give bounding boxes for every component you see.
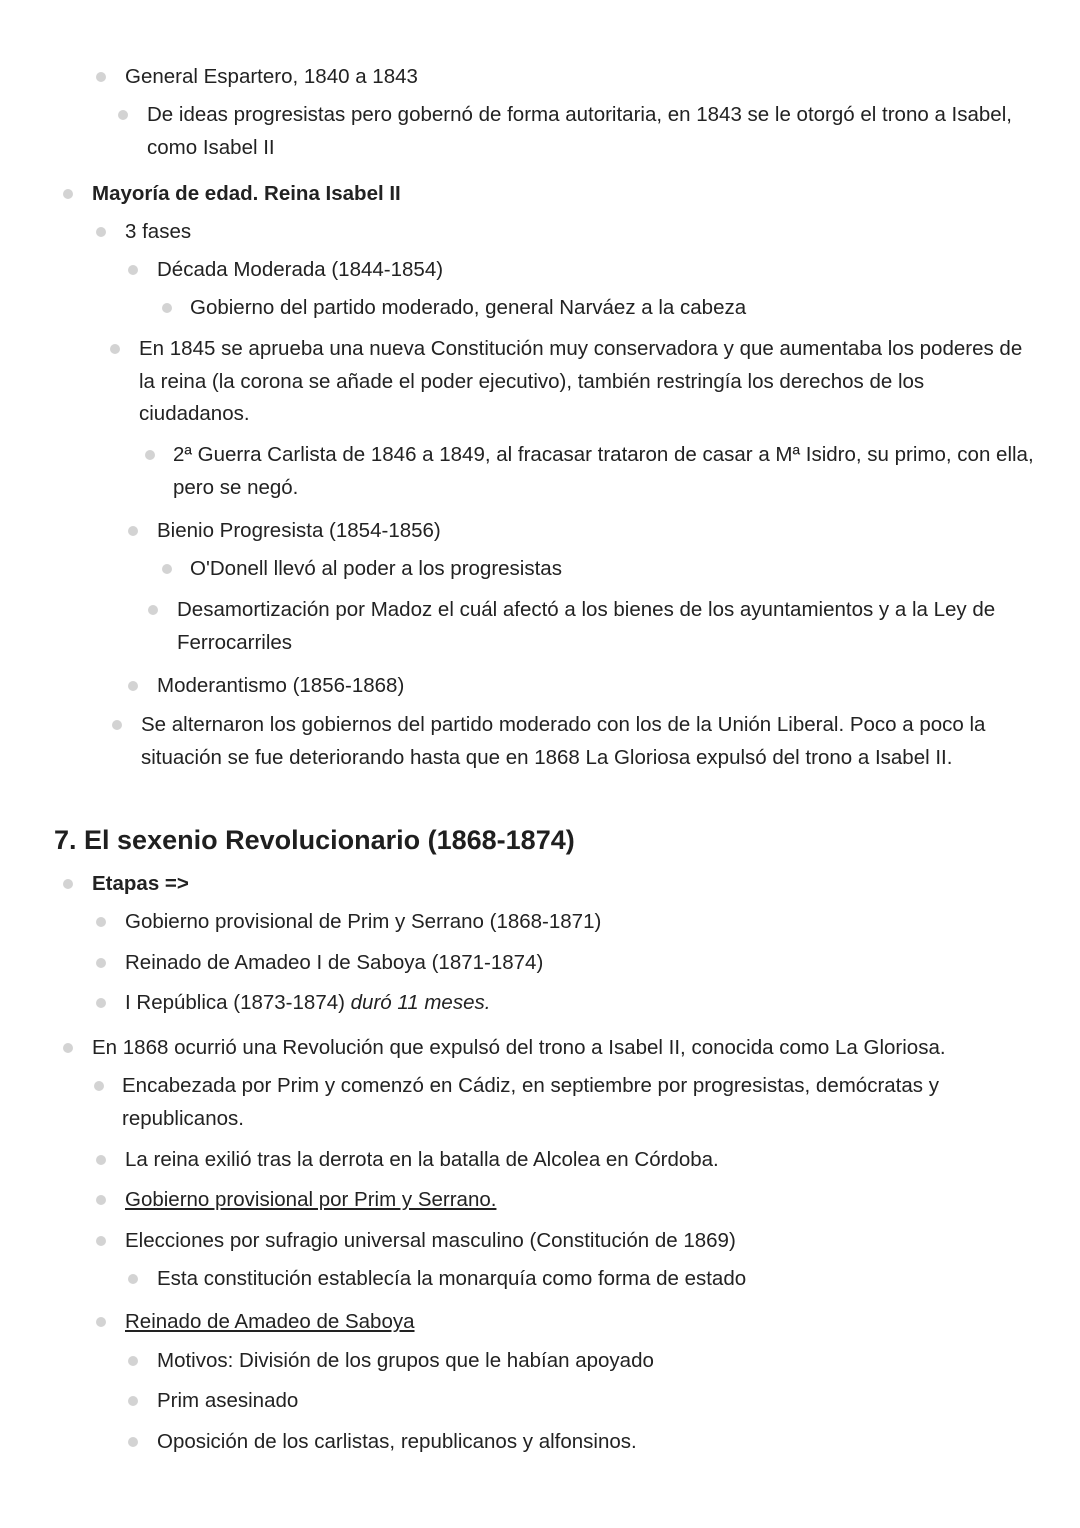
list-item-title: Etapas => bbox=[92, 872, 189, 895]
list-item-underlined: Gobierno provisional por Prim y Serrano. bbox=[125, 1188, 497, 1211]
bullet-icon bbox=[128, 1274, 138, 1284]
bullet-icon bbox=[96, 917, 106, 927]
bullet-icon bbox=[162, 303, 172, 313]
list-item: Encabezada por Prim y comenzó en Cádiz, en septiembre por progresistas, demócratas y republicanos. bbox=[122, 1074, 939, 1130]
list-item-text: I República (1873-1874) bbox=[125, 991, 351, 1014]
list-item: Prim asesinado bbox=[157, 1389, 299, 1412]
bullet-icon bbox=[162, 564, 172, 574]
bullet-icon bbox=[118, 110, 128, 120]
bullet-icon bbox=[96, 72, 106, 82]
bullet-icon bbox=[128, 1356, 138, 1366]
bullet-icon bbox=[96, 958, 106, 968]
bullet-icon bbox=[63, 879, 73, 889]
bullet-icon bbox=[145, 450, 155, 460]
bullet-icon bbox=[96, 1195, 106, 1205]
list-item: Desamortización por Madoz el cuál afectó a los bienes de los ayuntamientos y a la Ley de Ferrocarriles bbox=[177, 598, 996, 654]
list-item: O'Donell llevó al poder a los progresistas bbox=[190, 557, 562, 580]
list-item: General Espartero, 1840 a 1843 bbox=[125, 65, 418, 88]
list-item: Moderantismo (1856-1868) bbox=[157, 674, 405, 697]
bullet-icon bbox=[112, 720, 122, 730]
list-item: Motivos: División de los grupos que le habían apoyado bbox=[157, 1349, 654, 1372]
bullet-icon bbox=[63, 1043, 73, 1053]
list-item: 2ª Guerra Carlista de 1846 a 1849, al fracasar trataron de casar a Mª Isidro, su primo, con ella, pero se negó. bbox=[173, 443, 1034, 499]
bullet-icon bbox=[96, 1155, 106, 1165]
list-item-emphasis: duró 11 meses. bbox=[350, 991, 491, 1014]
bullet-icon bbox=[96, 998, 106, 1008]
bullet-icon bbox=[63, 189, 73, 199]
list-item: Década Moderada (1844-1854) bbox=[157, 258, 444, 281]
list-item: En 1868 ocurrió una Revolución que expulsó del trono a Isabel II, conocida como La Gloriosa. bbox=[92, 1036, 946, 1059]
list-item: Elecciones por sufragio universal masculino (Constitución de 1869) bbox=[125, 1229, 736, 1252]
list-item-underlined: Reinado de Amadeo de Saboya bbox=[125, 1310, 415, 1333]
bullet-icon bbox=[94, 1081, 104, 1091]
bullet-icon bbox=[148, 605, 158, 615]
bullet-icon bbox=[128, 1396, 138, 1406]
list-item: Oposición de los carlistas, republicanos y alfonsinos. bbox=[157, 1430, 637, 1453]
list-item-title: Mayoría de edad. Reina Isabel II bbox=[92, 182, 401, 205]
list-item: 3 fases bbox=[125, 220, 192, 243]
section-heading: 7. El sexenio Revolucionario (1868-1874) bbox=[54, 825, 575, 855]
list-item: Se alternaron los gobiernos del partido moderado con los de la Unión Liberal. Poco a poco la situación se fue deteriorando hasta que en 1868 La Gloriosa expulsó del trono a Isabel II. bbox=[141, 713, 986, 769]
bullet-icon bbox=[96, 227, 106, 237]
list-item: Gobierno del partido moderado, general Narváez a la cabeza bbox=[190, 296, 747, 319]
bullet-icon bbox=[96, 1236, 106, 1246]
list-item: De ideas progresistas pero gobernó de forma autoritaria, en 1843 se le otorgó el trono a Isabel, como Isabel II bbox=[147, 103, 1012, 159]
bullet-icon bbox=[128, 526, 138, 536]
bullet-icon bbox=[128, 1437, 138, 1447]
list-item bbox=[125, 987, 1025, 1020]
bullet-icon bbox=[110, 344, 120, 354]
list-item: Esta constitución establecía la monarquía como forma de estado bbox=[157, 1267, 747, 1290]
list-item: Bienio Progresista (1854-1856) bbox=[157, 519, 441, 542]
bullet-icon bbox=[96, 1317, 106, 1327]
list-item: Gobierno provisional de Prim y Serrano (1868-1871) bbox=[125, 910, 602, 933]
list-item: Reinado de Amadeo I de Saboya (1871-1874) bbox=[125, 951, 544, 974]
list-item: En 1845 se aprueba una nueva Constitución muy conservadora y que aumentaba los poderes de la reina (la corona se añade el poder ejecutivo), también restringía los derechos de los ciudadanos. bbox=[139, 337, 1023, 425]
bullet-icon bbox=[128, 265, 138, 275]
bullet-icon bbox=[128, 681, 138, 691]
list-item: La reina exilió tras la derrota en la batalla de Alcolea en Córdoba. bbox=[125, 1148, 719, 1171]
